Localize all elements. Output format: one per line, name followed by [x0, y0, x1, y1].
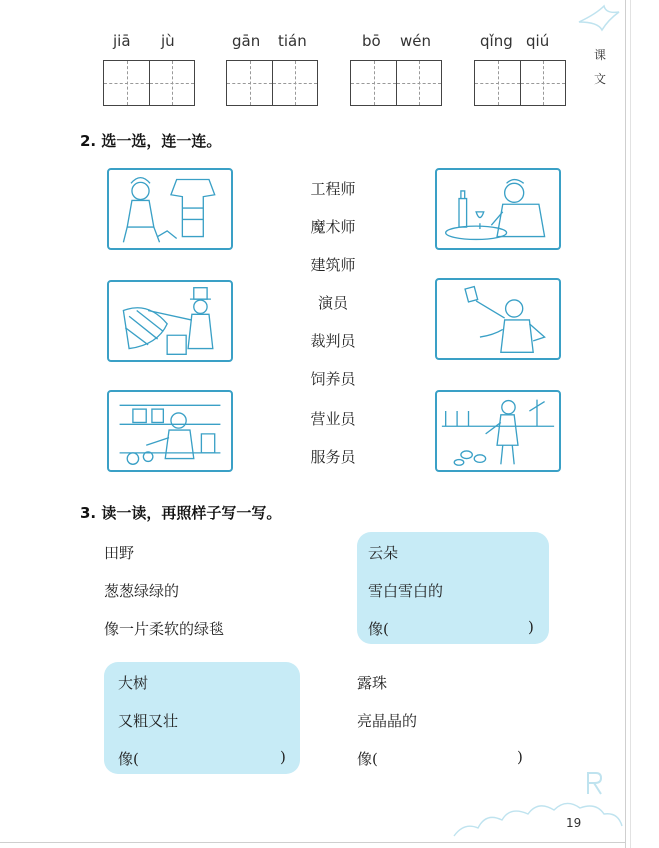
job-label[interactable]: 饲养员: [310, 370, 356, 388]
poem-line: 云朵: [368, 544, 399, 562]
page-number: 19: [566, 816, 582, 830]
closing-paren: ): [528, 618, 534, 636]
poem-line: 露珠: [357, 674, 388, 692]
fill-in-line[interactable]: 像(: [118, 750, 139, 768]
pinyin-syllable: qiú: [526, 32, 550, 50]
job-label[interactable]: 魔术师: [310, 218, 356, 236]
page-bottom-edge: [0, 842, 626, 843]
actor-costume-illustration[interactable]: [107, 168, 233, 250]
logo-icon: [584, 770, 604, 796]
poem-line: 雪白雪白的: [368, 582, 444, 600]
job-label[interactable]: 工程师: [310, 180, 356, 198]
referee-illustration[interactable]: [435, 278, 561, 360]
job-label[interactable]: 营业员: [310, 410, 356, 428]
page-edge-shadow: [630, 0, 631, 848]
waiter-illustration[interactable]: [435, 168, 561, 250]
pinyin-syllable: wén: [400, 32, 432, 50]
poem-line: 亮晶晶的: [357, 712, 418, 730]
poem-line: 大树: [118, 674, 149, 692]
fill-in-line[interactable]: 像(: [368, 620, 389, 638]
poem-line: 葱葱绿绿的: [104, 582, 180, 600]
writing-boxes[interactable]: [350, 60, 442, 106]
section-3-title: 3. 读一读，再照样子写一写。: [80, 504, 282, 522]
pinyin-syllable: jù: [161, 32, 175, 50]
pinyin-syllable: gān: [232, 32, 261, 50]
pinyin-syllable: bō: [362, 32, 381, 50]
pinyin-syllable: tián: [278, 32, 307, 50]
writing-boxes[interactable]: [103, 60, 195, 106]
poem-line: 像一片柔软的绿毯: [104, 620, 225, 638]
job-label[interactable]: 服务员: [310, 448, 356, 466]
bird-icon: [574, 0, 624, 34]
poem-line: 田野: [104, 544, 135, 562]
magician-illustration[interactable]: [107, 280, 233, 362]
job-label[interactable]: 演员: [317, 294, 348, 312]
writing-boxes[interactable]: [474, 60, 566, 106]
closing-paren: ): [280, 748, 286, 766]
fill-in-line[interactable]: 像(: [357, 750, 378, 768]
side-tab-label: 文: [594, 72, 607, 86]
pinyin-syllable: jiā: [113, 32, 131, 50]
side-tab-label: 课: [594, 48, 607, 62]
job-label[interactable]: 裁判员: [310, 332, 356, 350]
shop-clerk-illustration[interactable]: [107, 390, 233, 472]
closing-paren: ): [517, 748, 523, 766]
job-label[interactable]: 建筑师: [310, 256, 356, 274]
pinyin-syllable: qǐng: [480, 32, 513, 50]
poem-line: 又粗又壮: [118, 712, 179, 730]
writing-boxes[interactable]: [226, 60, 318, 106]
section-2-title: 2. 选一选，连一连。: [80, 132, 222, 150]
feeder-illustration[interactable]: [435, 390, 561, 472]
